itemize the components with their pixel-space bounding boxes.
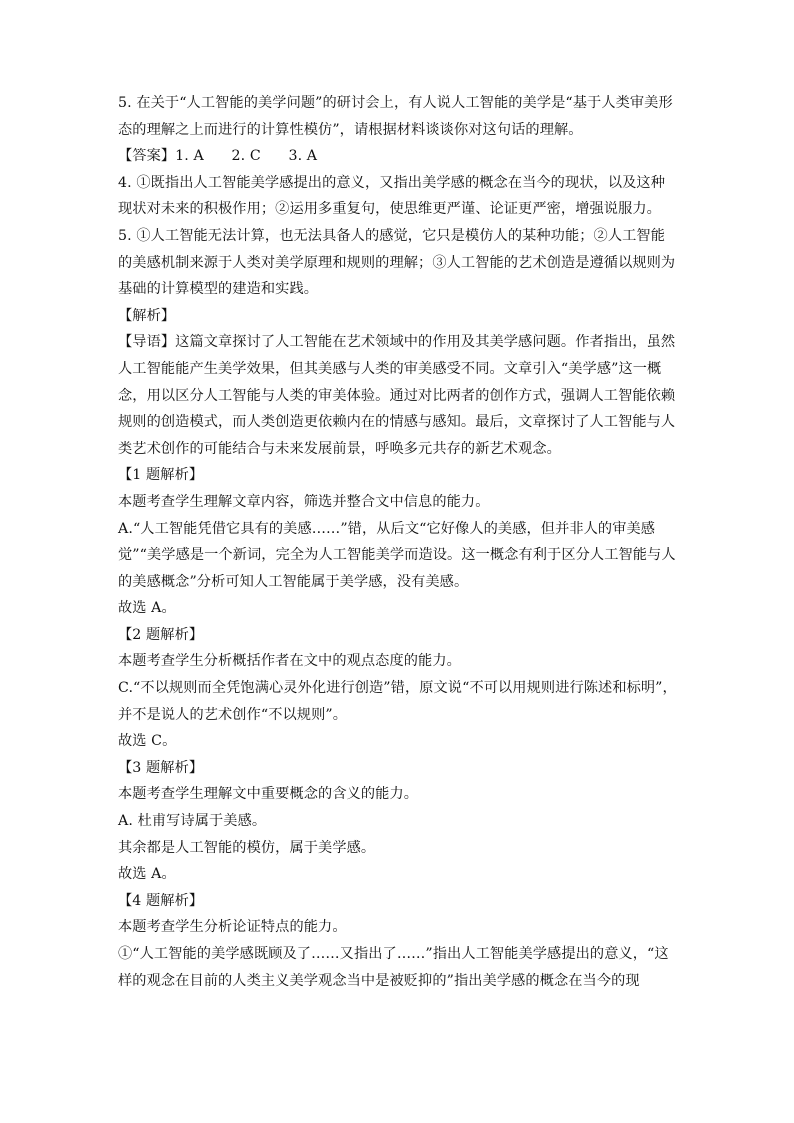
q3-analysis-detail: A. 杜甫写诗属于美感。	[118, 813, 267, 830]
q2-analysis-heading: 【2 题解析】	[118, 626, 204, 643]
q3-analysis-heading: 【3 题解析】	[118, 759, 204, 776]
q1-analysis-detail: A.“人工智能凭借它具有的美感……”错，从后文“它好像人的美感，但并非人的审美感觉”“美学感是一个新词，完全为人工智能美学而造设。这一概念有利于区分人工智能与人的美感概念”分析可知人工智能属于美学感，没有美感。	[118, 520, 676, 590]
q1-analysis-scope: 本题考查学生理解文章内容，筛选并整合文中信息的能力。	[118, 493, 490, 510]
q1-conclusion: 故选 A。	[118, 600, 176, 617]
question-5-text: 5. 在关于“人工智能的美学问题”的研讨会上，有人说人工智能的美学是“基于人类审美形态的理解之上而进行的计算性模仿”，请根据材料谈谈你对这句话的理解。	[118, 95, 673, 138]
q3-analysis-scope: 本题考查学生理解文中重要概念的含义的能力。	[118, 786, 419, 803]
q1-analysis-heading: 【1 题解析】	[118, 467, 204, 484]
q2-conclusion: 故选 C。	[118, 733, 177, 750]
answer-key: 【答案】1. A 2. C 3. A	[118, 148, 318, 165]
q3-analysis-note: 其余都是人工智能的模仿，属于美学感。	[118, 839, 376, 856]
answer-5: 5. ①人工智能无法计算，也无法具备人的感觉，它只是模仿人的某种功能；②人工智能的美感机制来源于人类对美学原理和规则的理解；③人工智能的艺术创造是遵循以规则为基础的计算模型的建造和实践。	[118, 227, 676, 298]
introduction-paragraph: 【导语】这篇文章探讨了人工智能在艺术领域中的作用及其美学感问题。作者指出，虽然人工智能能产生美学效果，但其美感与人类的审美感受不同。文章引入“美学感”这一概念，用以区分人工智能与人类的审美体验。通过对比两者的创作方式，强调人工智能依赖规则的创造模式，而人类创造更依赖内在的情感与感知。最后，文章探讨了人工智能与人类艺术创作的可能结合与未来发展前景，呼唤多元共存的新艺术观念。	[118, 334, 676, 457]
answer-4: 4. ①既指出人工智能美学感提出的意义，又指出美学感的概念在当今的现状，以及这种现状对未来的积极作用；②运用多重复句，使思维更严谨、论证更严密，增强说服力。	[118, 174, 665, 218]
q4-analysis-scope: 本题考查学生分析论证特点的能力。	[118, 919, 347, 936]
document-body	[118, 90, 678, 994]
q2-analysis-scope: 本题考查学生分析概括作者在文中的观点态度的能力。	[118, 653, 461, 670]
q3-conclusion: 故选 A。	[118, 866, 176, 883]
q4-analysis-detail: ①“人工智能的美学感既顾及了……又指出了……”指出人工智能美学感提出的意义，“这样的观念在目前的人类主义美学观念当中是被贬抑的”指出美学感的概念在当今的现	[118, 946, 669, 989]
q4-analysis-heading: 【4 题解析】	[118, 892, 204, 909]
analysis-heading: 【解析】	[118, 307, 176, 324]
q2-analysis-detail: C.“不以规则而全凭饱满心灵外化进行创造”错，原文说“不可以用规则进行陈述和标明”，并不是说人的艺术创作“不以规则”。	[118, 680, 677, 723]
